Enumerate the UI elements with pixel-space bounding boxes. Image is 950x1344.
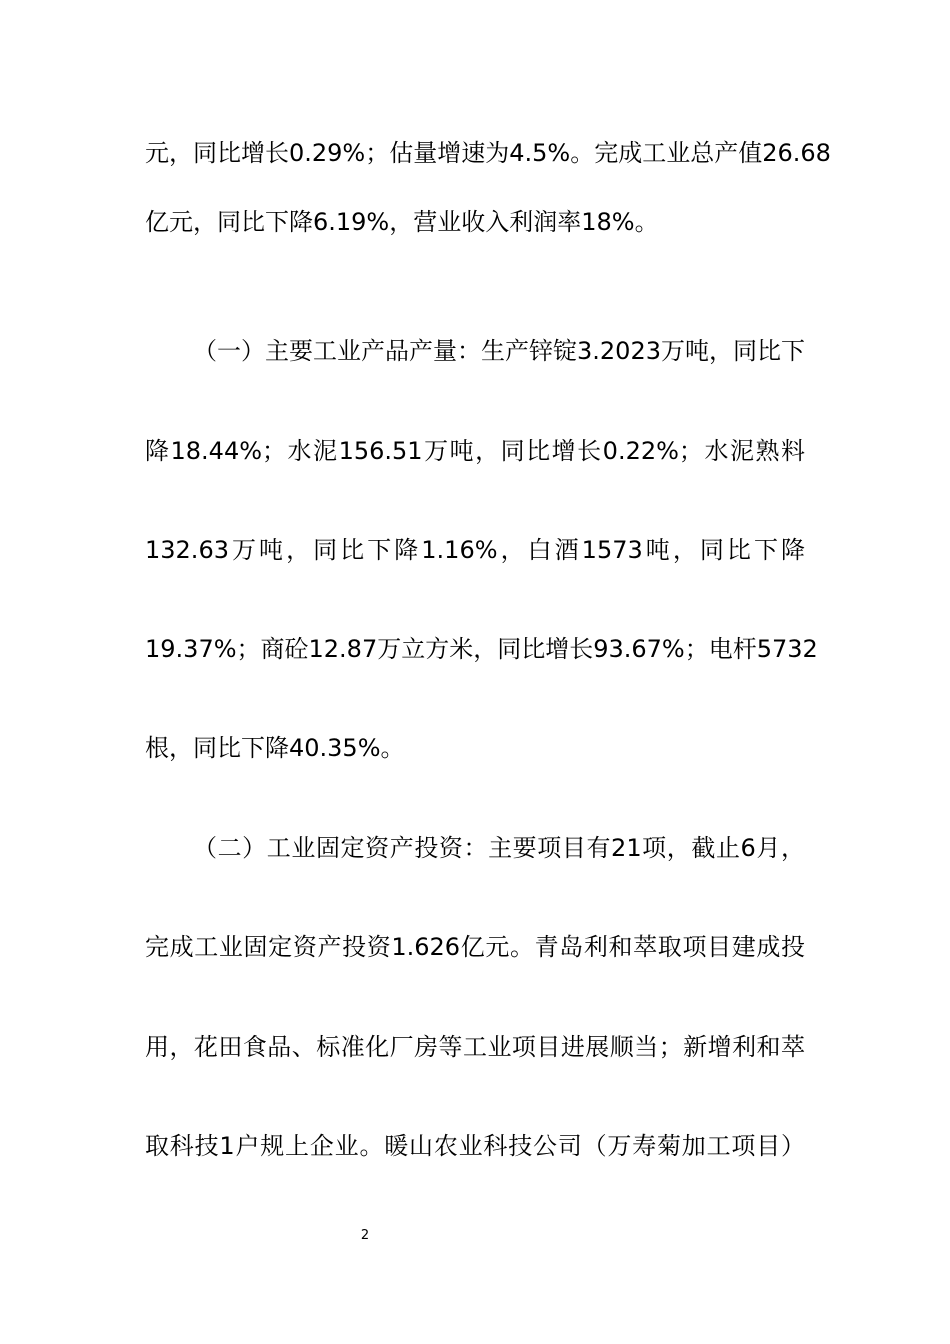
paragraph-line: 132.63万吨，同比下降1.16%，白酒1573吨，同比下降 (145, 536, 805, 564)
paragraph-line: 取科技1户规上企业。暖山农业科技公司（万寿菊加工项目） (145, 1132, 805, 1160)
paragraph-line: 19.37%；商砼12.87万立方米，同比增长93.67%；电杆5732 (145, 635, 818, 663)
paragraph-line: 用，花田食品、标准化厂房等工业项目进展顺当；新增利和萃 (145, 1033, 805, 1061)
paragraph-line: 元，同比增长0.29%；估量增速为4.5%。完成工业总产值26.68 (145, 139, 831, 167)
paragraph-line: 亿元，同比下降6.19%，营业收入利润率18%。 (145, 208, 659, 236)
paragraph-line: 降18.44%；水泥156.51万吨，同比增长0.22%；水泥熟料 (145, 437, 805, 465)
paragraph-line: 根，同比下降40.35%。 (145, 734, 405, 762)
paragraph-line: （二）工业固定资产投资：主要项目有21项，截止6月， (193, 834, 805, 862)
paragraph-line: （一）主要工业产品产量：生产锌锭3.2023万吨，同比下 (193, 337, 805, 365)
page-number: 2 (360, 1228, 370, 1243)
paragraph-line: 完成工业固定资产投资1.626亿元。青岛利和萃取项目建成投 (145, 933, 805, 961)
